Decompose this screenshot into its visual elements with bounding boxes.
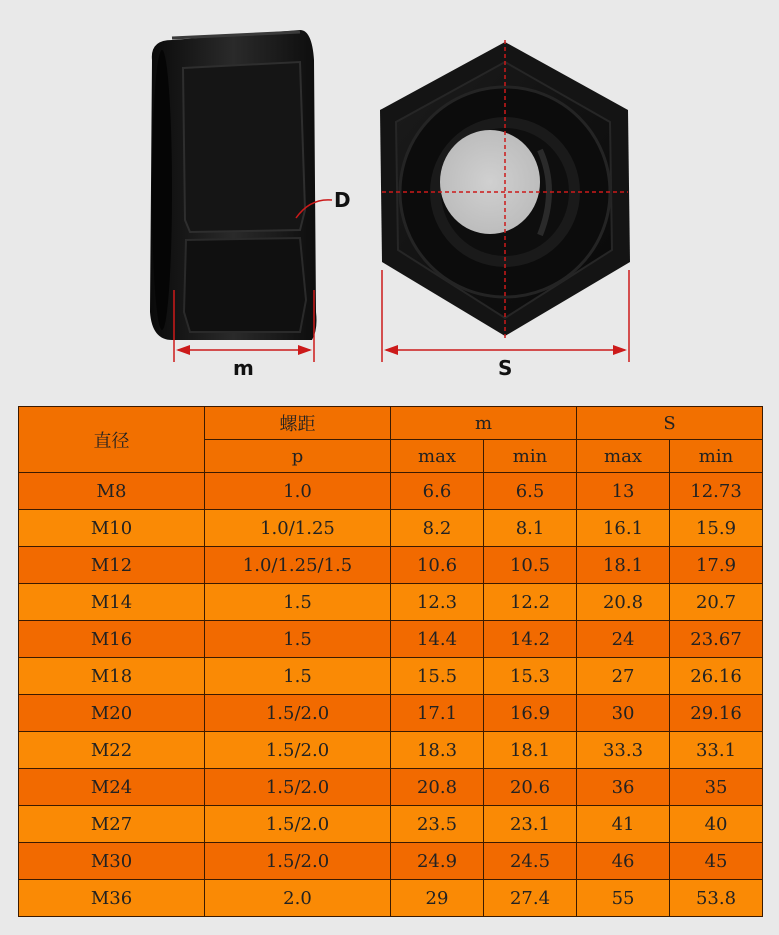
cell-s-max: 36: [577, 769, 670, 806]
cell-m-min: 10.5: [484, 547, 577, 584]
cell-pitch: 1.0/1.25: [205, 510, 391, 547]
cell-s-min: 29.16: [670, 695, 763, 732]
table-row: [19, 880, 763, 917]
cell-m-min: 12.2: [484, 584, 577, 621]
header-m-max: max: [391, 440, 484, 473]
hex-nut-illustration: [0, 0, 779, 400]
cell-m-max: 20.8: [391, 769, 484, 806]
cell-m-max: 15.5: [391, 658, 484, 695]
cell-pitch: 1.0: [205, 473, 391, 510]
cell-s-max: 13: [577, 473, 670, 510]
cell-size: M18: [19, 658, 205, 695]
cell-size: M27: [19, 806, 205, 843]
cell-s-max: 18.1: [577, 547, 670, 584]
table-row: [19, 584, 763, 621]
cell-pitch: 2.0: [205, 880, 391, 917]
cell-m-max: 23.5: [391, 806, 484, 843]
header-diameter: 直径: [19, 407, 205, 473]
cell-m-max: 18.3: [391, 732, 484, 769]
cell-m-min: 20.6: [484, 769, 577, 806]
cell-s-min: 45: [670, 843, 763, 880]
cell-size: M36: [19, 880, 205, 917]
cell-s-min: 23.67: [670, 621, 763, 658]
cell-size: M20: [19, 695, 205, 732]
cell-pitch: 1.0/1.25/1.5: [205, 547, 391, 584]
cell-size: M12: [19, 547, 205, 584]
cell-m-max: 24.9: [391, 843, 484, 880]
table-row: [19, 732, 763, 769]
cell-size: M8: [19, 473, 205, 510]
cell-pitch: 1.5/2.0: [205, 732, 391, 769]
header-pitch-symbol: p: [205, 440, 391, 473]
cell-s-min: 35: [670, 769, 763, 806]
cell-m-max: 17.1: [391, 695, 484, 732]
cell-size: M24: [19, 769, 205, 806]
header-pitch-cn: 螺距: [205, 407, 391, 440]
cell-m-max: 8.2: [391, 510, 484, 547]
cell-m-min: 6.5: [484, 473, 577, 510]
cell-s-max: 20.8: [577, 584, 670, 621]
cell-m-min: 16.9: [484, 695, 577, 732]
cell-s-max: 24: [577, 621, 670, 658]
table-row: [19, 547, 763, 584]
table-body: [19, 473, 763, 917]
cell-s-min: 53.8: [670, 880, 763, 917]
dimension-label-d: D: [334, 188, 351, 212]
cell-s-min: 40: [670, 806, 763, 843]
table-row: [19, 843, 763, 880]
table-row: [19, 769, 763, 806]
cell-pitch: 1.5: [205, 584, 391, 621]
cell-pitch: 1.5/2.0: [205, 843, 391, 880]
cell-pitch: 1.5/2.0: [205, 695, 391, 732]
cell-pitch: 1.5: [205, 658, 391, 695]
cell-s-max: 33.3: [577, 732, 670, 769]
cell-s-min: 20.7: [670, 584, 763, 621]
dimension-label-m: m: [233, 356, 254, 380]
cell-m-max: 12.3: [391, 584, 484, 621]
table-row: [19, 806, 763, 843]
cell-s-max: 46: [577, 843, 670, 880]
header-m: m: [391, 407, 577, 440]
nut-side-view: [150, 30, 317, 340]
cell-size: M22: [19, 732, 205, 769]
cell-m-max: 6.6: [391, 473, 484, 510]
cell-m-min: 27.4: [484, 880, 577, 917]
hex-nut-diagram: [0, 0, 779, 400]
header-s: S: [577, 407, 763, 440]
header-s-max: max: [577, 440, 670, 473]
table-row: [19, 510, 763, 547]
cell-pitch: 1.5/2.0: [205, 769, 391, 806]
cell-m-min: 18.1: [484, 732, 577, 769]
table-row: [19, 658, 763, 695]
table-header-row: [19, 407, 763, 440]
table-row: [19, 695, 763, 732]
table-row: [19, 621, 763, 658]
cell-m-min: 15.3: [484, 658, 577, 695]
cell-s-min: 26.16: [670, 658, 763, 695]
cell-m-min: 23.1: [484, 806, 577, 843]
cell-m-max: 10.6: [391, 547, 484, 584]
cell-size: M16: [19, 621, 205, 658]
cell-m-min: 8.1: [484, 510, 577, 547]
cell-s-max: 41: [577, 806, 670, 843]
dimension-label-s: S: [498, 356, 513, 380]
cell-m-max: 14.4: [391, 621, 484, 658]
cell-size: M10: [19, 510, 205, 547]
cell-s-max: 16.1: [577, 510, 670, 547]
cell-s-max: 55: [577, 880, 670, 917]
header-m-min: min: [484, 440, 577, 473]
cell-s-min: 33.1: [670, 732, 763, 769]
cell-s-max: 27: [577, 658, 670, 695]
cell-m-min: 24.5: [484, 843, 577, 880]
header-s-min: min: [670, 440, 763, 473]
cell-m-min: 14.2: [484, 621, 577, 658]
cell-pitch: 1.5: [205, 621, 391, 658]
cell-s-min: 12.73: [670, 473, 763, 510]
cell-s-min: 15.9: [670, 510, 763, 547]
table-row: [19, 473, 763, 510]
cell-s-max: 30: [577, 695, 670, 732]
hex-nut-spec-table: [18, 406, 763, 917]
cell-pitch: 1.5/2.0: [205, 806, 391, 843]
cell-m-max: 29: [391, 880, 484, 917]
cell-size: M30: [19, 843, 205, 880]
cell-s-min: 17.9: [670, 547, 763, 584]
cell-size: M14: [19, 584, 205, 621]
